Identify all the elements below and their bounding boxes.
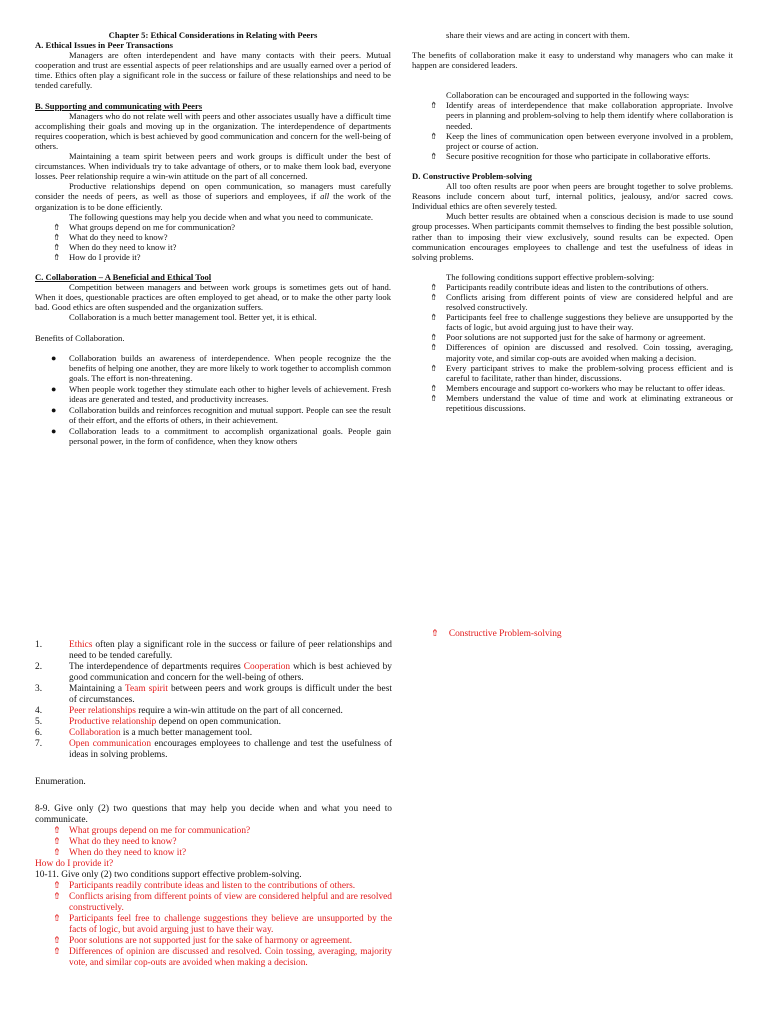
dot-bullet-icon: ●: [51, 352, 57, 363]
list-item: ● Collaboration builds and reinforces recognition and mutual support. People can see the result of their effort, and the efforts of others, in their achievement.: [51, 405, 391, 426]
review-section: [35, 640, 392, 969]
list-item: 4. Peer relationships require a win-win attitude on the part of all concerned.: [35, 706, 343, 716]
arrow-bullet-icon: ⇮: [53, 826, 61, 836]
section-b-paragraph-1: Managers who do not relate well with peers and other associates usually have a difficult time accomplishing their goals and moving up in the organization. The interdependence of departments requires cooperation, which is best achieved by good communication and concern for the well-being of others.: [35, 110, 391, 151]
benefits-heading: Benefits of Collaboration.: [35, 332, 125, 343]
problem-solving-conditions-list: [412, 282, 733, 413]
section-b-paragraph-3: Productive relationships depend on open communication, so managers must carefully consider the needs of peers, as well as those of superiors and employees, if all the work of the organization is to be done efficiently.: [35, 181, 391, 212]
arrow-bullet-icon: ⇮: [430, 100, 438, 111]
arrow-bullet-icon: ⇮: [53, 251, 61, 262]
chapter-title: Chapter 5: Ethical Considerations in Relating with Peers: [108, 30, 318, 40]
arrow-bullet-icon: ⇮: [53, 936, 61, 946]
list-item: ⇮ Conflicts arising from different points of view are considered helpful and are resolved constructively.: [430, 291, 733, 313]
dot-bullet-icon: ●: [51, 405, 57, 416]
list-item: ⇮ When do they need to know it?: [53, 848, 187, 858]
arrow-bullet-icon: ⇮: [430, 281, 438, 292]
communication-questions-list: [35, 222, 391, 262]
list-item: ● Collaboration builds an awareness of interdependence. When people recognize the the benefits of helping one another, they are more likely to work together to accomplish common goals. The effort is non-threatening.: [51, 352, 391, 383]
right-column: [412, 30, 733, 413]
section-d-paragraph-2: Much better results are obtained when a conscious decision is made to use sound group processes. When participants commit themselves to finding the best possible solution, rather than to imposing their view exclusively, sound results can be expected. Open communication encourages employees to challenge and test the usefulness of ideas in solving problems.: [412, 211, 733, 262]
list-item: ⇮ Keep the lines of communication open between everyone involved in a problem, project or course of action.: [430, 130, 733, 151]
list-item: 7. Open communication encourages employees to challenge and test the usefulness of ideas in solving problems.: [35, 739, 392, 760]
list-item: 2. The interdependence of departments requires Cooperation which is best achieved by good communication and concern for the well-being of others.: [35, 662, 392, 683]
list-item: ⇮ What groups depend on me for communication?: [53, 221, 236, 232]
answer-list-10-11: [35, 881, 392, 969]
section-d-heading: D. Constructive Problem-solving: [412, 170, 532, 181]
list-item: ⇮ Every participant strives to make the problem-solving process efficient and is careful to facilitate, rather than hinder, discussions.: [430, 362, 733, 383]
list-item: ⇮ Members understand the value of time and work at eliminating extraneous or repetitious discussions.: [430, 392, 733, 413]
list-item: ⇮ Differences of opinion are discussed and resolved. Coin tossing, averaging, majority vote, and similar cop-outs are avoided when making a decision.: [430, 342, 733, 363]
benefits-list: [35, 353, 391, 447]
section-b-heading: B. Supporting and communicating with Peers: [35, 100, 203, 111]
arrow-bullet-icon: ⇮: [430, 382, 438, 393]
section-a-heading: A. Ethical Issues in Peer Transactions: [35, 40, 173, 51]
list-item: ⇮ Participants feel free to challenge suggestions they believe are unsupported by the facts of logic, but avoid arguing just to have their way.: [53, 914, 392, 935]
enumeration-label: Enumeration.: [35, 777, 86, 787]
list-item: 1. Ethics often play a significant role in the success or failure of peer relationships and need to be tended carefully.: [35, 640, 392, 661]
benefits-continuation: share their views and are acting in concert with them.: [446, 30, 630, 40]
list-item: 3. Maintaining a Team spirit between peers and work groups is difficult under the best of circumstances.: [35, 684, 392, 705]
list-item: ⇮ Differences of opinion are discussed and resolved. Coin tossing, averaging, majority vote, and similar cop-outs are avoided when making a decision.: [53, 947, 392, 968]
arrow-bullet-icon: ⇮: [430, 130, 438, 141]
arrow-bullet-icon: ⇮: [430, 362, 438, 373]
list-item: ⇮ Conflicts arising from different points of view are considered helpful and are resolved constructively.: [53, 892, 392, 913]
list-item: ⇮ How do I provide it?: [53, 251, 141, 262]
list-item: ⇮ Poor solutions are not supported just for the sake of harmony or agreement.: [53, 936, 353, 946]
question-8-9: 8-9. Give only (2) two questions that may help you decide when and what you need to communicate.: [35, 804, 392, 825]
answer-8-9-last: How do I provide it?: [35, 859, 114, 869]
list-item: ⇮ Participants readily contribute ideas and listen to the contributions of others.: [53, 881, 356, 891]
left-column: [35, 30, 391, 447]
list-item: 5. Productive relationship depend on open communication.: [35, 717, 281, 727]
list-item: ⇮ Participants feel free to challenge suggestions they believe are unsupported by the facts of logic, but avoid arguing just to have their way.: [430, 312, 733, 333]
question-10-11: 10-11. Give only (2) two conditions support effective problem-solving.: [35, 870, 302, 880]
section-d-paragraph-1: All too often results are poor when peers are brought together to solve problems. Reasons include concern about turf, internal politics, jealousy, and/or sacred cows. Individual ethics are often severely tested.: [412, 181, 733, 212]
section-c-paragraph-1: Competition between managers and between work groups is sometimes gets out of hand. When it does, questionable practices are often employed to get ahead, or to make the other party look bad. Good ethics are often suspended and the organization suffers.: [35, 282, 391, 313]
answer-list-8-9: [35, 826, 392, 859]
arrow-bullet-icon: ⇮: [430, 332, 438, 343]
arrow-bullet-icon: ⇮: [53, 914, 61, 924]
arrow-bullet-icon: ⇮: [431, 629, 439, 639]
list-item: ⇮ What do they need to know?: [53, 837, 177, 847]
list-item: ⇮ Identify areas of interdependence that make collaboration appropriate. Involve peers in planning and problem-solving to help them identify where collaboration is needed.: [430, 100, 733, 131]
arrow-bullet-icon: ⇮: [53, 221, 61, 232]
dot-bullet-icon: ●: [51, 426, 57, 437]
list-item: ⇮ Poor solutions are not supported just for the sake of harmony or agreement.: [430, 332, 706, 343]
list-item: ⇮ Members encourage and support co-workers who may be reluctant to offer ideas.: [430, 382, 726, 393]
section-c-paragraph-3: The benefits of collaboration make it easy to understand why managers who can make it happen are considered leaders.: [412, 50, 733, 71]
section-b-paragraph-2: Maintaining a team spirit between peers and work groups is difficult under the best of circumstances. When individuals try to take advantage of others, or to make them look bad, everyone losses. Peer relationship require a win-win attitude on the part of all concerned.: [35, 151, 391, 182]
arrow-bullet-icon: ⇮: [53, 947, 61, 957]
arrow-bullet-icon: ⇮: [53, 241, 61, 252]
section-a-paragraph: Managers are often interdependent and have many contacts with their peers. Mutual cooperation and trust are essential aspects of peer relationships and are usually earned over a period of time. Ethics often play a significant role in the success or failure of these relationships and need to be tended carefully.: [35, 50, 391, 91]
arrow-bullet-icon: ⇮: [430, 312, 438, 323]
section-d-paragraph-3: The following conditions support effective problem-solving:: [446, 271, 655, 282]
section-c-paragraph-2: Collaboration is a much better management tool. Better yet, it is ethical.: [69, 312, 317, 323]
list-item: 6. Collaboration is a much better management tool.: [35, 728, 253, 738]
arrow-bullet-icon: ⇮: [430, 392, 438, 403]
arrow-bullet-icon: ⇮: [53, 848, 61, 858]
section-c-heading: C. Collaboration – A Beneficial and Ethical Tool: [35, 272, 212, 283]
arrow-bullet-icon: ⇮: [430, 150, 438, 161]
arrow-bullet-icon: ⇮: [430, 342, 438, 353]
arrow-bullet-icon: ⇮: [53, 881, 61, 891]
list-item: ⇮ When do they need to know it?: [53, 241, 177, 252]
list-item: ● Collaboration leads to a commitment to accomplish organizational goals. People gain personal power, in the form of confidence, when they know others: [51, 426, 391, 447]
arrow-bullet-icon: ⇮: [53, 231, 61, 242]
right-answer: [431, 629, 562, 640]
list-item: ⇮ What groups depend on me for communication?: [53, 826, 251, 836]
arrow-bullet-icon: ⇮: [53, 837, 61, 847]
arrow-bullet-icon: ⇮: [53, 892, 61, 902]
dot-bullet-icon: ●: [51, 383, 57, 394]
list-item: ⇮ Secure positive recognition for those who participate in collaborative efforts.: [430, 150, 711, 161]
right-answer-text: Constructive Problem-solving: [448, 629, 562, 639]
list-item: ● When people work together they stimulate each other to higher levels of achievement. Fresh ideas are generated and tested, and productivity increases.: [51, 383, 391, 404]
arrow-bullet-icon: ⇮: [430, 291, 438, 302]
section-b-paragraph-4: The following questions may help you decide when and what you need to communicate.: [69, 211, 374, 222]
fill-in-list: [35, 640, 392, 761]
list-item: ⇮ What do they need to know?: [53, 231, 168, 242]
collaboration-ways-list: [412, 100, 733, 161]
section-c-paragraph-4: Collaboration can be encouraged and supported in the following ways:: [446, 90, 690, 101]
list-item: ⇮ Participants readily contribute ideas and listen to the contributions of others.: [430, 281, 709, 292]
